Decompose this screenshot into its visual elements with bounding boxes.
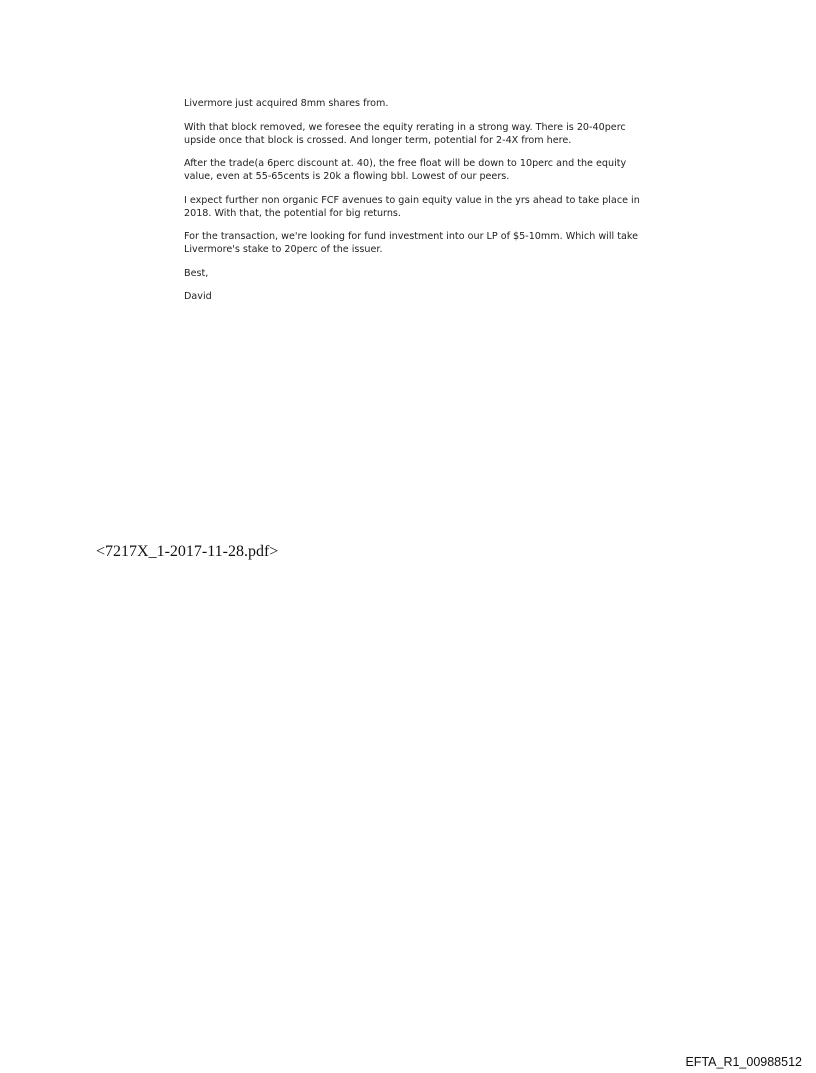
attachment-filename[interactable]: <7217X_1-2017-11-28.pdf> xyxy=(96,543,279,560)
email-paragraph-5: For the transaction, we're looking for fund investment into our LP of $5-10mm. Which will take Livermore's stake to 20perc of the issuer. xyxy=(184,231,638,255)
bates-number: EFTA_R1_00988512 xyxy=(685,1055,802,1069)
email-paragraph-4: I expect further non organic FCF avenues to gain equity value in the yrs ahead to take place in 2018. With that, the potential for big returns. xyxy=(184,194,640,219)
email-paragraph-3: After the trade(a 6perc discount at. 40), the free float will be down to 10perc and the equity value, even at 55-65cents is 20k a flowing bbl. Lowest of our peers. xyxy=(184,158,627,182)
email-closing: Best, xyxy=(184,267,209,279)
email-signature: David xyxy=(184,291,212,302)
email-paragraph-2: With that block removed, we foresee the equity rerating in a strong way. There is 20-40perc upside once that block is crossed. And longer term, potential for 2-4X from here. xyxy=(184,121,626,146)
email-body xyxy=(184,97,644,314)
email-paragraph-1: Livermore just acquired 8mm shares from. xyxy=(184,98,389,109)
